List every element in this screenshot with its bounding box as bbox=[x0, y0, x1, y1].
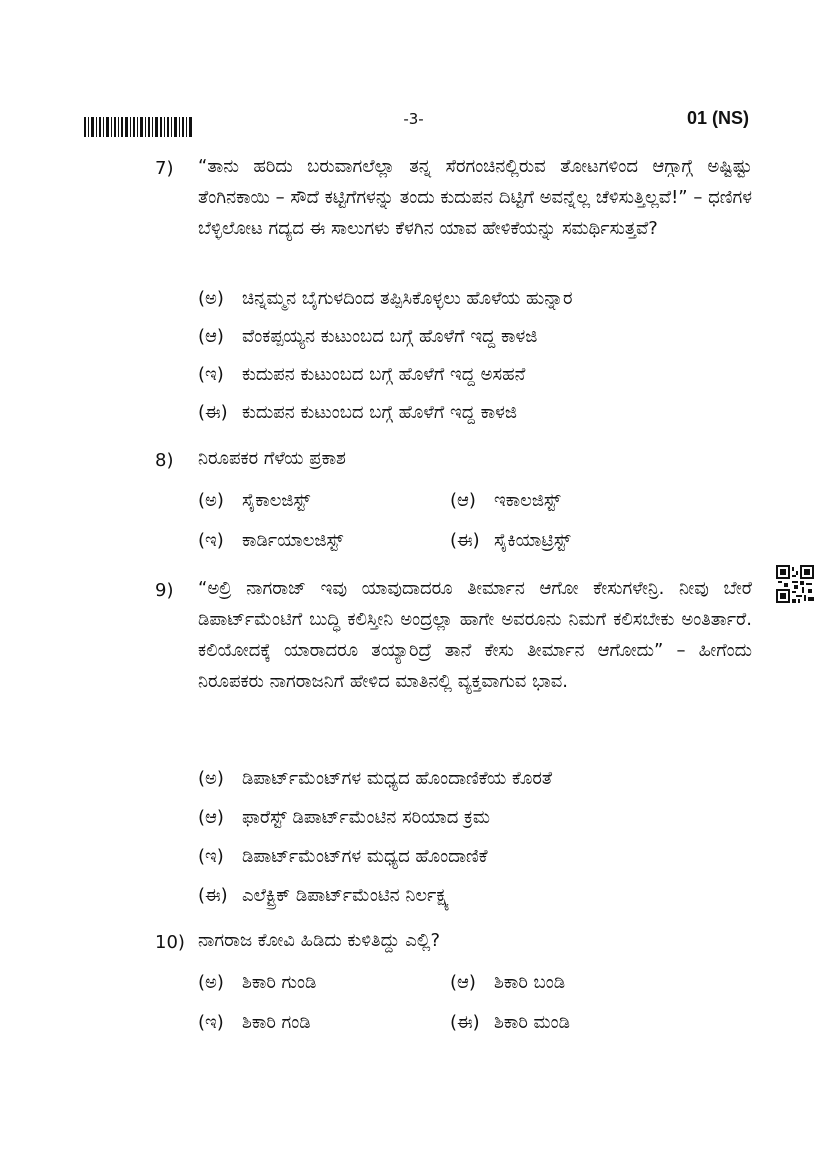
option-text: ಕುದುಪನ ಕುಟುಂಬದ ಬಗ್ಗೆ ಹೊಳೆಗೆ ಇದ್ದ ಅಸಹನೆ bbox=[242, 364, 526, 385]
page-number: -3- bbox=[403, 110, 424, 128]
option bbox=[198, 364, 525, 385]
option-marker: (ಇ) bbox=[198, 1012, 224, 1033]
question-number: 9) bbox=[155, 580, 174, 601]
option-text: ಕಾರ್ಡಿಯಾಲಜಿಸ್ಟ್ bbox=[242, 530, 344, 551]
option bbox=[198, 846, 488, 867]
option-text: ಫಾರೆಸ್ಟ್ ಡಿಪಾರ್ಟ್‌ಮೆಂಟಿನ ಸರಿಯಾದ ಕ್ರಮ bbox=[242, 807, 491, 828]
option bbox=[198, 530, 343, 551]
option-marker: (ಆ) bbox=[198, 326, 224, 347]
option-marker: (ಇ) bbox=[198, 846, 224, 867]
paper-code: 01 (NS) bbox=[686, 108, 749, 128]
option-text: ಡಿಪಾರ್ಟ್‌ಮೆಂಟ್‌ಗಳ ಮಧ್ಯದ ಹೊಂದಾಣಿಕೆ bbox=[242, 846, 488, 867]
option-text: ಕುದುಪನ ಕುಟುಂಬದ ಬಗ್ಗೆ ಹೊಳೆಗೆ ಇದ್ದ ಕಾಳಜಿ bbox=[242, 402, 518, 423]
question-text: ನಾಗರಾಜ ಕೋವಿ ಹಿಡಿದು ಕುಳಿತಿದ್ದು ಎಲ್ಲಿ? bbox=[198, 930, 440, 951]
option-marker: (ಆ) bbox=[450, 972, 476, 993]
option bbox=[450, 530, 571, 551]
question-number: 8) bbox=[155, 450, 174, 471]
option-marker: (ಅ) bbox=[198, 490, 224, 511]
option bbox=[450, 1012, 570, 1033]
option bbox=[198, 326, 537, 347]
option bbox=[198, 807, 490, 828]
option-marker: (ಆ) bbox=[198, 807, 224, 828]
option-marker: (ಇ) bbox=[198, 530, 224, 551]
option-text: ಸೈಕಿಯಾಟ್ರಿಸ್ಟ್ bbox=[494, 530, 571, 551]
question-text: ನಿರೂಪಕರ ಗೆಳೆಯ ಪ್ರಕಾಶ bbox=[198, 448, 346, 469]
option bbox=[450, 490, 561, 511]
option-marker: (ಈ) bbox=[450, 530, 480, 551]
question-number: 7) bbox=[155, 158, 174, 179]
option bbox=[198, 490, 310, 511]
option-marker: (ಅ) bbox=[198, 768, 224, 789]
option-text: ಡಿಪಾರ್ಟ್‌ಮೆಂಟ್‌ಗಳ ಮಧ್ಯದ ಹೊಂದಾಣಿಕೆಯ ಕೊರತೆ bbox=[242, 768, 553, 789]
option-marker: (ಈ) bbox=[198, 885, 228, 906]
option-text: ವೆಂಕಪ್ಪಯ್ಯನ ಕುಟುಂಬದ ಬಗ್ಗೆ ಹೊಳೆಗೆ ಇದ್ದ ಕಾಳಜಿ bbox=[242, 326, 538, 347]
option-marker: (ಆ) bbox=[450, 490, 476, 511]
option-text: ಶಿಕಾರಿ ಬಂಡಿ bbox=[494, 972, 566, 993]
option-marker: (ಈ) bbox=[198, 402, 228, 423]
option-text: ಚಿನ್ನಮ್ಮನ ಬೈಗುಳದಿಂದ ತಪ್ಪಿಸಿಕೊಳ್ಳಲು ಹೊಳೆಯ ಹುನ್ನಾರ bbox=[242, 288, 573, 309]
option-marker: (ಅ) bbox=[198, 972, 224, 993]
option bbox=[198, 972, 316, 993]
option bbox=[198, 1012, 311, 1033]
option-text: ಶಿಕಾರಿ ಮಂಡಿ bbox=[494, 1012, 570, 1033]
option-text: ಶಿಕಾರಿ ಗಂಡಿ bbox=[242, 1012, 311, 1033]
question-number: 10) bbox=[155, 932, 185, 953]
option-marker: (ಈ) bbox=[450, 1012, 480, 1033]
option bbox=[198, 885, 449, 906]
qr-code bbox=[776, 565, 814, 603]
option-marker: (ಇ) bbox=[198, 364, 224, 385]
option-text: ಸೈಕಾಲಜಿಸ್ಟ್ bbox=[242, 490, 311, 511]
option bbox=[198, 768, 552, 789]
option-marker: (ಅ) bbox=[198, 288, 224, 309]
option-text: ಶಿಕಾರಿ ಗುಂಡಿ bbox=[242, 972, 317, 993]
question-text: “ತಾನು ಹರಿದು ಬರುವಾಗಲೆಲ್ಲಾ ತನ್ನ ಸೆರಗಂಚಿನಲ್ಲಿರುವ ತೋಟಗಳಿಂದ ಆಗ್ಗಾಗ್ಗೆ ಅಷ್ಟಿಷ್ಟು ತೆಂಗಿನಕಾಯಿ – ಸೌದೆ ಕಟ್ಟಿಗೆಗಳನ್ನು ತಂದು ಕುದುಪನ ದಿಟ್ಟಿಗೆ ಅವನ್ನೆಲ್ಲ ಚೆಳಿಸುತ್ತಿಲ್ಲವೆ!” – ಧಣಿಗಳ ಬೆಳ್ಳಿಲೋಟ ಗದ್ಯದ ಈ ಸಾಲುಗಳು ಕೆಳಗಿನ ಯಾವ ಹೇಳಿಕೆಯನ್ನು ಸಮರ್ಥಿಸುತ್ತವೆ? bbox=[198, 156, 752, 239]
option bbox=[198, 402, 517, 423]
question-text: “ಅಲ್ರಿ ನಾಗರಾಜ್ ಇವು ಯಾವುದಾದರೂ ತೀರ್ಮಾನ ಆಗೋ ಕೇಸುಗಳೇನ್ರಿ. ನೀವು ಬೇರೆ ಡಿಪಾರ್ಟ್‌ಮೆಂಟಿಗೆ ಬುದ್ಧಿ ಕಲಿಸ್ತೀನಿ ಅಂದ್ರಲ್ಲಾ ಹಾಗೇ ಅವರೂನು ನಿಮಗೆ ಕಲಿಸಬೇಕು ಅಂತಿರ್ತಾರೆ. ಕಲಿಯೋದಕ್ಕೆ ಯಾರಾದರೂ ತಯ್ಯಾರಿದ್ರೆ ತಾನೆ ಕೇಸು ತೀರ್ಮಾನ ಆಗೋದು” – ಹೀಗೆಂದು ನಿರೂಪಕರು ನಾಗರಾಜನಿಗೆ ಹೇಳಿದ ಮಾತಿನಲ್ಲಿ ವ್ಯಕ್ತವಾಗುವ ಭಾವ. bbox=[198, 578, 752, 692]
option-text: ಇಕಾಲಜಿಸ್ಟ್ bbox=[494, 490, 561, 511]
option-text: ಎಲೆಕ್ಟ್ರಿಕ್ ಡಿಪಾರ್ಟ್‌ಮೆಂಟಿನ ನಿರ್ಲಕ್ಷ್ಯ bbox=[242, 885, 450, 906]
option bbox=[450, 972, 565, 993]
option bbox=[198, 288, 573, 309]
